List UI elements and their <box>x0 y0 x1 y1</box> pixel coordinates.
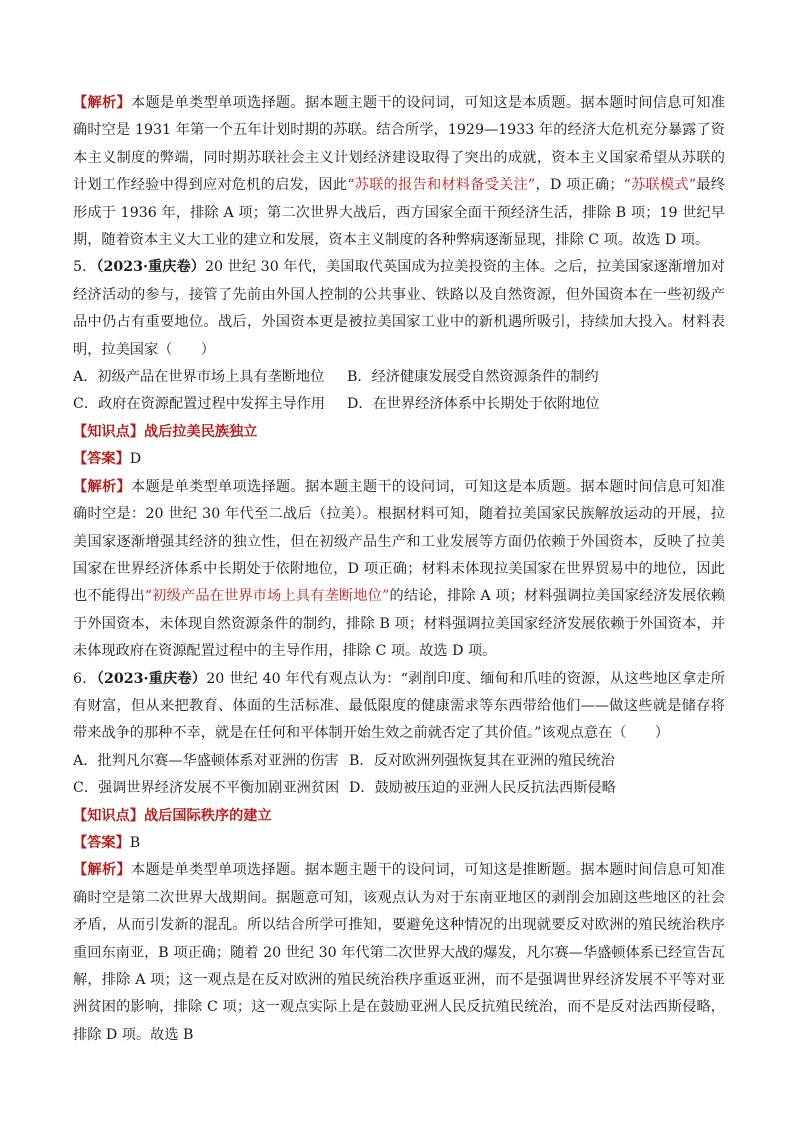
option-a: A．初级产品在世界市场上具有垄断地位 <box>73 369 325 386</box>
option-d: D．鼓励被压迫的亚洲人民反抗法西斯侵略 <box>349 780 616 797</box>
question-source: （2023·重庆卷） <box>96 259 205 276</box>
analysis-text: 本题是单类型单项选择题。据本题主题干的设问词，可知这是本质题。据本题时间信息可知准确时空是 1931 年第一个五年计划时期的苏联。结合所学，1929—1933 年的经济大危机充分暴露了资本主义制度的弊端，同时期苏联社会主义计划经济建设取得了突出的成就，资本主义国家希望从苏联的计划工作经验中得到应对危机的启发，因此 <box>73 95 725 194</box>
analysis-block-q4 <box>73 90 725 254</box>
question-text: 20 世纪 30 年代，美国取代英国成为拉美投资的主体。之后，拉美国家逐渐增加对经济活动的参与，接管了先前由外国人控制的公共事业、铁路以及自然资源，但外国资本在一些初级产品中仍占有重要地位。战后，外国资本更是被拉美国家工业中的新机遇所吸引，持续加大投入。材料表明，拉美国家（ ） <box>73 259 725 358</box>
answer-line <box>73 446 725 473</box>
options-row <box>73 391 725 418</box>
answer-value: B <box>129 834 141 851</box>
document-body <box>73 90 725 1049</box>
answer-label: 【答案】 <box>73 451 130 468</box>
option-c: C．政府在资源配置过程中发挥主导作用 <box>73 396 326 413</box>
knowledge-point-label: 【知识点】 <box>73 807 144 824</box>
question-number: 5． <box>73 259 97 276</box>
question-6 <box>73 666 725 1050</box>
options-row <box>73 775 725 802</box>
question-stem <box>73 666 725 748</box>
analysis-quote: “苏联的报告和材料备受关注” <box>347 177 536 194</box>
analysis-tag: 【解析】 <box>73 862 131 879</box>
analysis-tag: 【解析】 <box>73 95 131 111</box>
answer-label: 【答案】 <box>73 834 130 851</box>
knowledge-point-text: 战后拉美民族独立 <box>143 423 258 440</box>
option-b: B．经济健康发展受自然资源条件的制约 <box>347 369 599 386</box>
question-stem <box>73 254 725 364</box>
options-row <box>73 748 725 775</box>
knowledge-point <box>73 419 725 446</box>
knowledge-point <box>73 803 725 830</box>
options-row <box>73 364 725 391</box>
analysis-quote: “初级产品在世界市场上具有垄断地位” <box>144 588 390 605</box>
analysis-block <box>73 857 725 1049</box>
analysis-text: 本题是单类型单项选择题。据本题主题干的设问词，可知这是推断题。据本题时间信息可知准确时空是第二次世界大战期间。据题意可知，该观点认为对于东南亚地区的剥削会加剧这些地区的社会矛盾，从而引发新的混乱。所以结合所学可推知，要避免这种情况的出现就要反对欧洲的殖民统治秩序重回东南亚，B 项正确；随着 20 世纪 30 年代第二次世界大战的爆发，凡尔赛—华盛顿体系已经宣告瓦解，排除 A 项；这一观点是在反对欧洲的殖民统治秩序重返亚洲，而不是强调世界经济发展不平等对亚洲贫困的影响，排除 C 项；这一观点实际上是在鼓励亚洲人民反抗殖民统治，而不是反对法西斯侵略，排除 D 项。故选 B <box>73 862 725 1043</box>
question-5 <box>73 254 725 665</box>
option-c: C．强调世界经济发展不平衡加剧亚洲贫困 <box>73 780 340 797</box>
option-b: B．反对欧洲列强恢复其在亚洲的殖民统治 <box>349 752 615 769</box>
analysis-quote: “苏联模式” <box>623 177 697 194</box>
option-a: A．批判凡尔赛—华盛顿体系对亚洲的伤害 <box>73 752 339 769</box>
question-text: 20 世纪 40 年代有观点认为：“剥削印度、缅甸和爪哇的资源，从这些地区拿走所有财富，但从来把教育、体面的生活标准、最低限度的健康需求等东西带给他们——做这些就是储存将带来战争的那种不幸，就是在任何和平体制开始生效之前就否定了其价值。”该观点意在（ ） <box>73 670 725 742</box>
analysis-text: ，D 项正确； <box>535 177 624 194</box>
knowledge-point-label: 【知识点】 <box>73 423 144 440</box>
question-number: 6． <box>73 670 97 687</box>
analysis-text: 最终形成于 1936 年，排除 A 项；第二次世界大战后，西方国家全面干预经济生活，排除 B 项；19 世纪早期，随着资本主义大工业的建立和发展，资本主义制度的各种弊病逐渐显现，排除 C 项。故选 D 项。 <box>73 177 725 249</box>
answer-value: D <box>129 451 142 468</box>
question-source: （2023·重庆卷） <box>96 670 207 687</box>
option-d: D．在世界经济体系中长期处于依附地位 <box>347 396 600 413</box>
knowledge-point-text: 战后国际秩序的建立 <box>143 807 272 824</box>
analysis-text: 本题是单类型单项选择题。据本题主题干的设问词，可知这是本质题。据本题时间信息可知准确时空是：20 世纪 30 年代至二战后（拉美）。根据材料可知，随着拉美国家民族解放运动的开展，拉美国家逐渐增强其经济的独立性，但在初级产品生产和工业发展等方面仍依赖于外国资本，反映了拉美国家在世界经济体系中长期处于依附地位，D 项正确；材料未体现拉美国家在世界贸易中的地位，因此也不能得出 <box>73 478 725 605</box>
analysis-tag: 【解析】 <box>73 478 131 495</box>
analysis-text: 的结论，排除 A 项；材料强调拉美国家经济发展依赖于外国资本，未体现自然资源条件的制约，排除 B 项；材料强调拉美国家经济发展依赖于外国资本，并未体现政府在资源配置过程中的主导作用，排除 C 项。故选 D 项。 <box>73 588 725 660</box>
analysis-block <box>73 474 725 666</box>
answer-line <box>73 830 725 857</box>
